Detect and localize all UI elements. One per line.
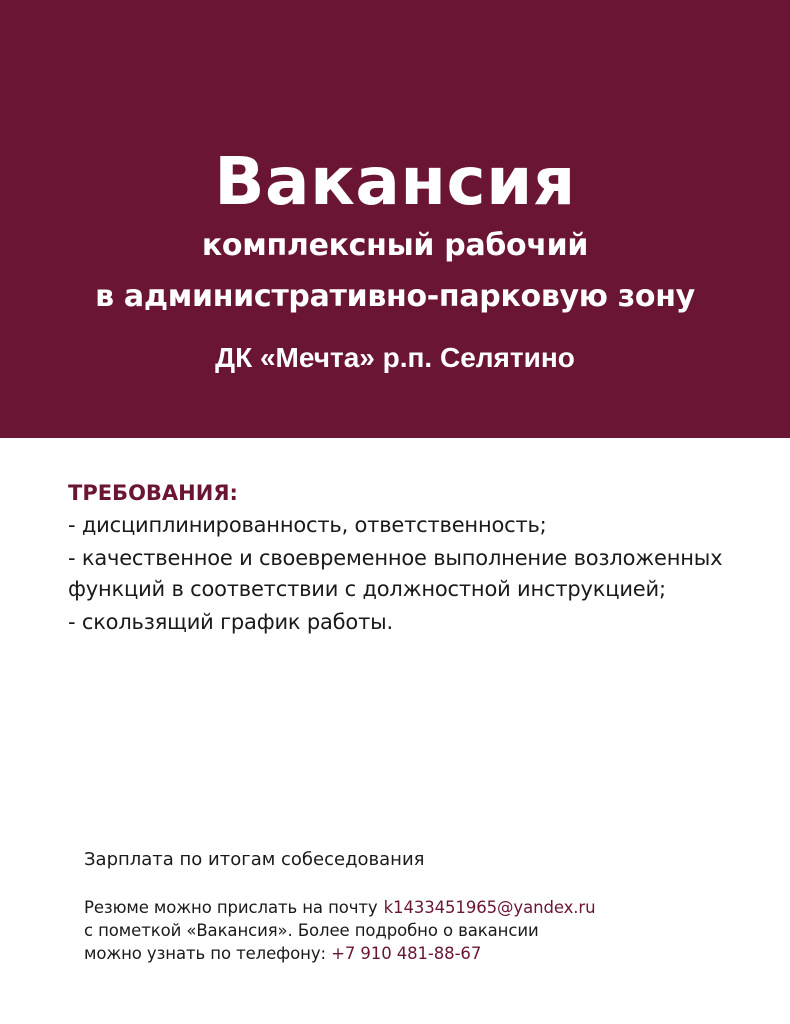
requirements-section <box>68 478 748 640</box>
requirements-heading: ТРЕБОВАНИЯ: <box>68 481 238 505</box>
salary-note: Зарплата по итогам собеседования <box>84 849 425 870</box>
vacancy-title: Вакансия <box>214 143 576 220</box>
contact-info <box>84 896 724 965</box>
position-title-line2: в административно-парковую зону <box>95 279 695 314</box>
phone-label: можно узнать по телефону: <box>84 944 326 963</box>
header-banner <box>0 0 790 438</box>
phone-link[interactable]: +7 910 481-88-67 <box>331 944 482 963</box>
resume-text: Резюме можно прислать на почту <box>84 898 378 917</box>
contact-line-3 <box>84 942 724 965</box>
requirement-item: - качественное и своевременное выполнение возложенных функций в соответствии с должностной инструкцией; <box>68 546 723 601</box>
position-title-line1: комплексный рабочий <box>201 228 589 263</box>
email-link[interactable]: k1433451965@yandex.ru <box>383 898 596 917</box>
requirement-item: - скользящий график работы. <box>68 610 393 634</box>
requirement-item: - дисциплинированность, ответственность; <box>68 513 547 537</box>
organization-location: ДК «Мечта» р.п. Селятино <box>215 342 575 373</box>
requirements-list <box>68 510 748 638</box>
contact-line-1 <box>84 896 724 919</box>
contact-line-2: с пометкой «Вакансия». Более подробно о вакансии <box>84 921 539 940</box>
